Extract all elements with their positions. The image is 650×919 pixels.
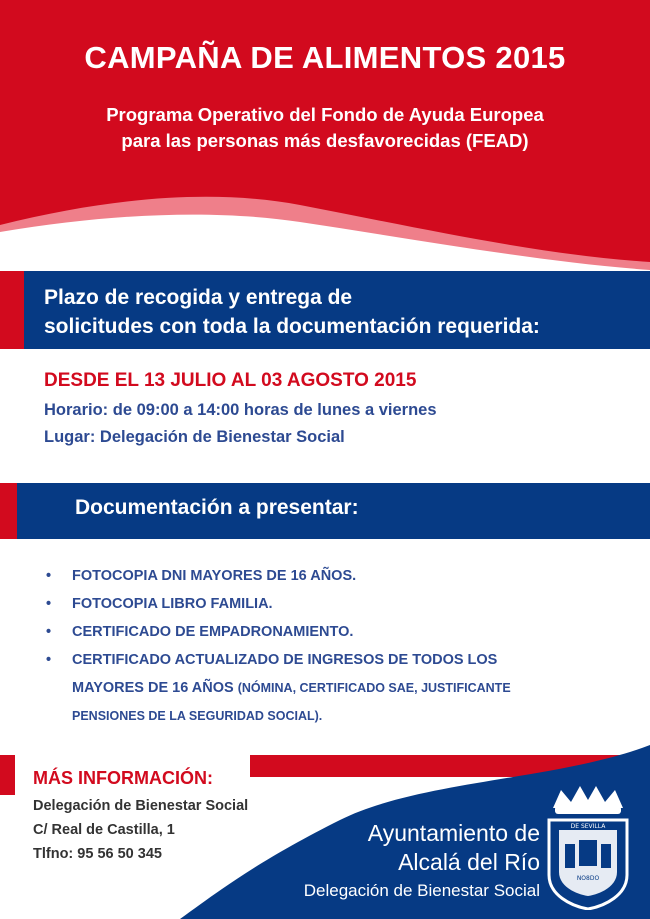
band-red-accent [0,483,17,539]
list-item-detail: (NÓMINA, CERTIFICADO SAE, JUSTIFICANTE PENSIONES DE LA SEGURIDAD SOCIAL). [72,681,511,723]
bullet-icon: • [46,568,52,584]
deadline-line-1: Plazo de recogida y entrega de [44,286,353,309]
coat-of-arms-icon [543,780,633,910]
more-info-title: MÁS INFORMACIÓN: [33,768,213,788]
date-range: DESDE EL 13 JULIO AL 03 AGOSTO 2015 [44,370,417,391]
subtitle-line-2: para las personas más desfavorecidas (FEAD) [121,130,529,151]
bullet-icon: • [46,652,52,668]
campaign-title: CAMPAÑA DE ALIMENTOS 2015 [84,40,566,75]
location: Lugar: Delegación de Bienestar Social [44,428,345,446]
band-red-accent [0,271,24,349]
svg-text:NO8DO: NO8DO [576,875,600,882]
deadline-heading [44,283,540,341]
list-item-text: FOTOCOPIA LIBRO FAMILIA. [72,596,273,612]
svg-text:DE SEVILLA: DE SEVILLA [570,823,606,830]
program-subtitle [0,102,650,154]
deadline-band [0,271,650,349]
info-red-accent [0,755,15,795]
list-item-text: CERTIFICADO DE EMPADRONAMIENTO. [72,624,354,640]
opening-hours: Horario: de 09:00 a 14:00 horas de lunes a viernes [44,401,437,419]
bullet-icon: • [46,596,52,612]
bullet-icon: • [46,624,52,640]
list-item [40,590,632,618]
list-item [40,562,632,590]
address: C/ Real de Castilla, 1 [33,822,175,838]
documents-heading: Documentación a presentar: [75,496,359,519]
list-item [40,646,572,730]
list-item-text: FOTOCOPIA DNI MAYORES DE 16 AÑOS. [72,568,357,584]
department-name: Delegación de Bienestar Social [303,881,540,900]
documents-list [40,562,632,730]
deadline-line-2: solicitudes con toda la documentación requerida: [44,315,540,338]
town-hall-line-2: Alcalá del Río [398,849,540,875]
documents-band [0,483,650,539]
office-name: Delegación de Bienestar Social [33,798,249,814]
list-item [40,618,632,646]
town-hall-line-1: Ayuntamiento de [367,820,540,846]
list-item-text: CERTIFICADO ACTUALIZADO DE INGRESOS DE TODOS LOS MAYORES DE 16 AÑOS [72,652,498,696]
subtitle-line-1: Programa Operativo del Fondo de Ayuda Europea [106,104,544,125]
phone-number: Tlfno: 95 56 50 345 [33,846,162,862]
